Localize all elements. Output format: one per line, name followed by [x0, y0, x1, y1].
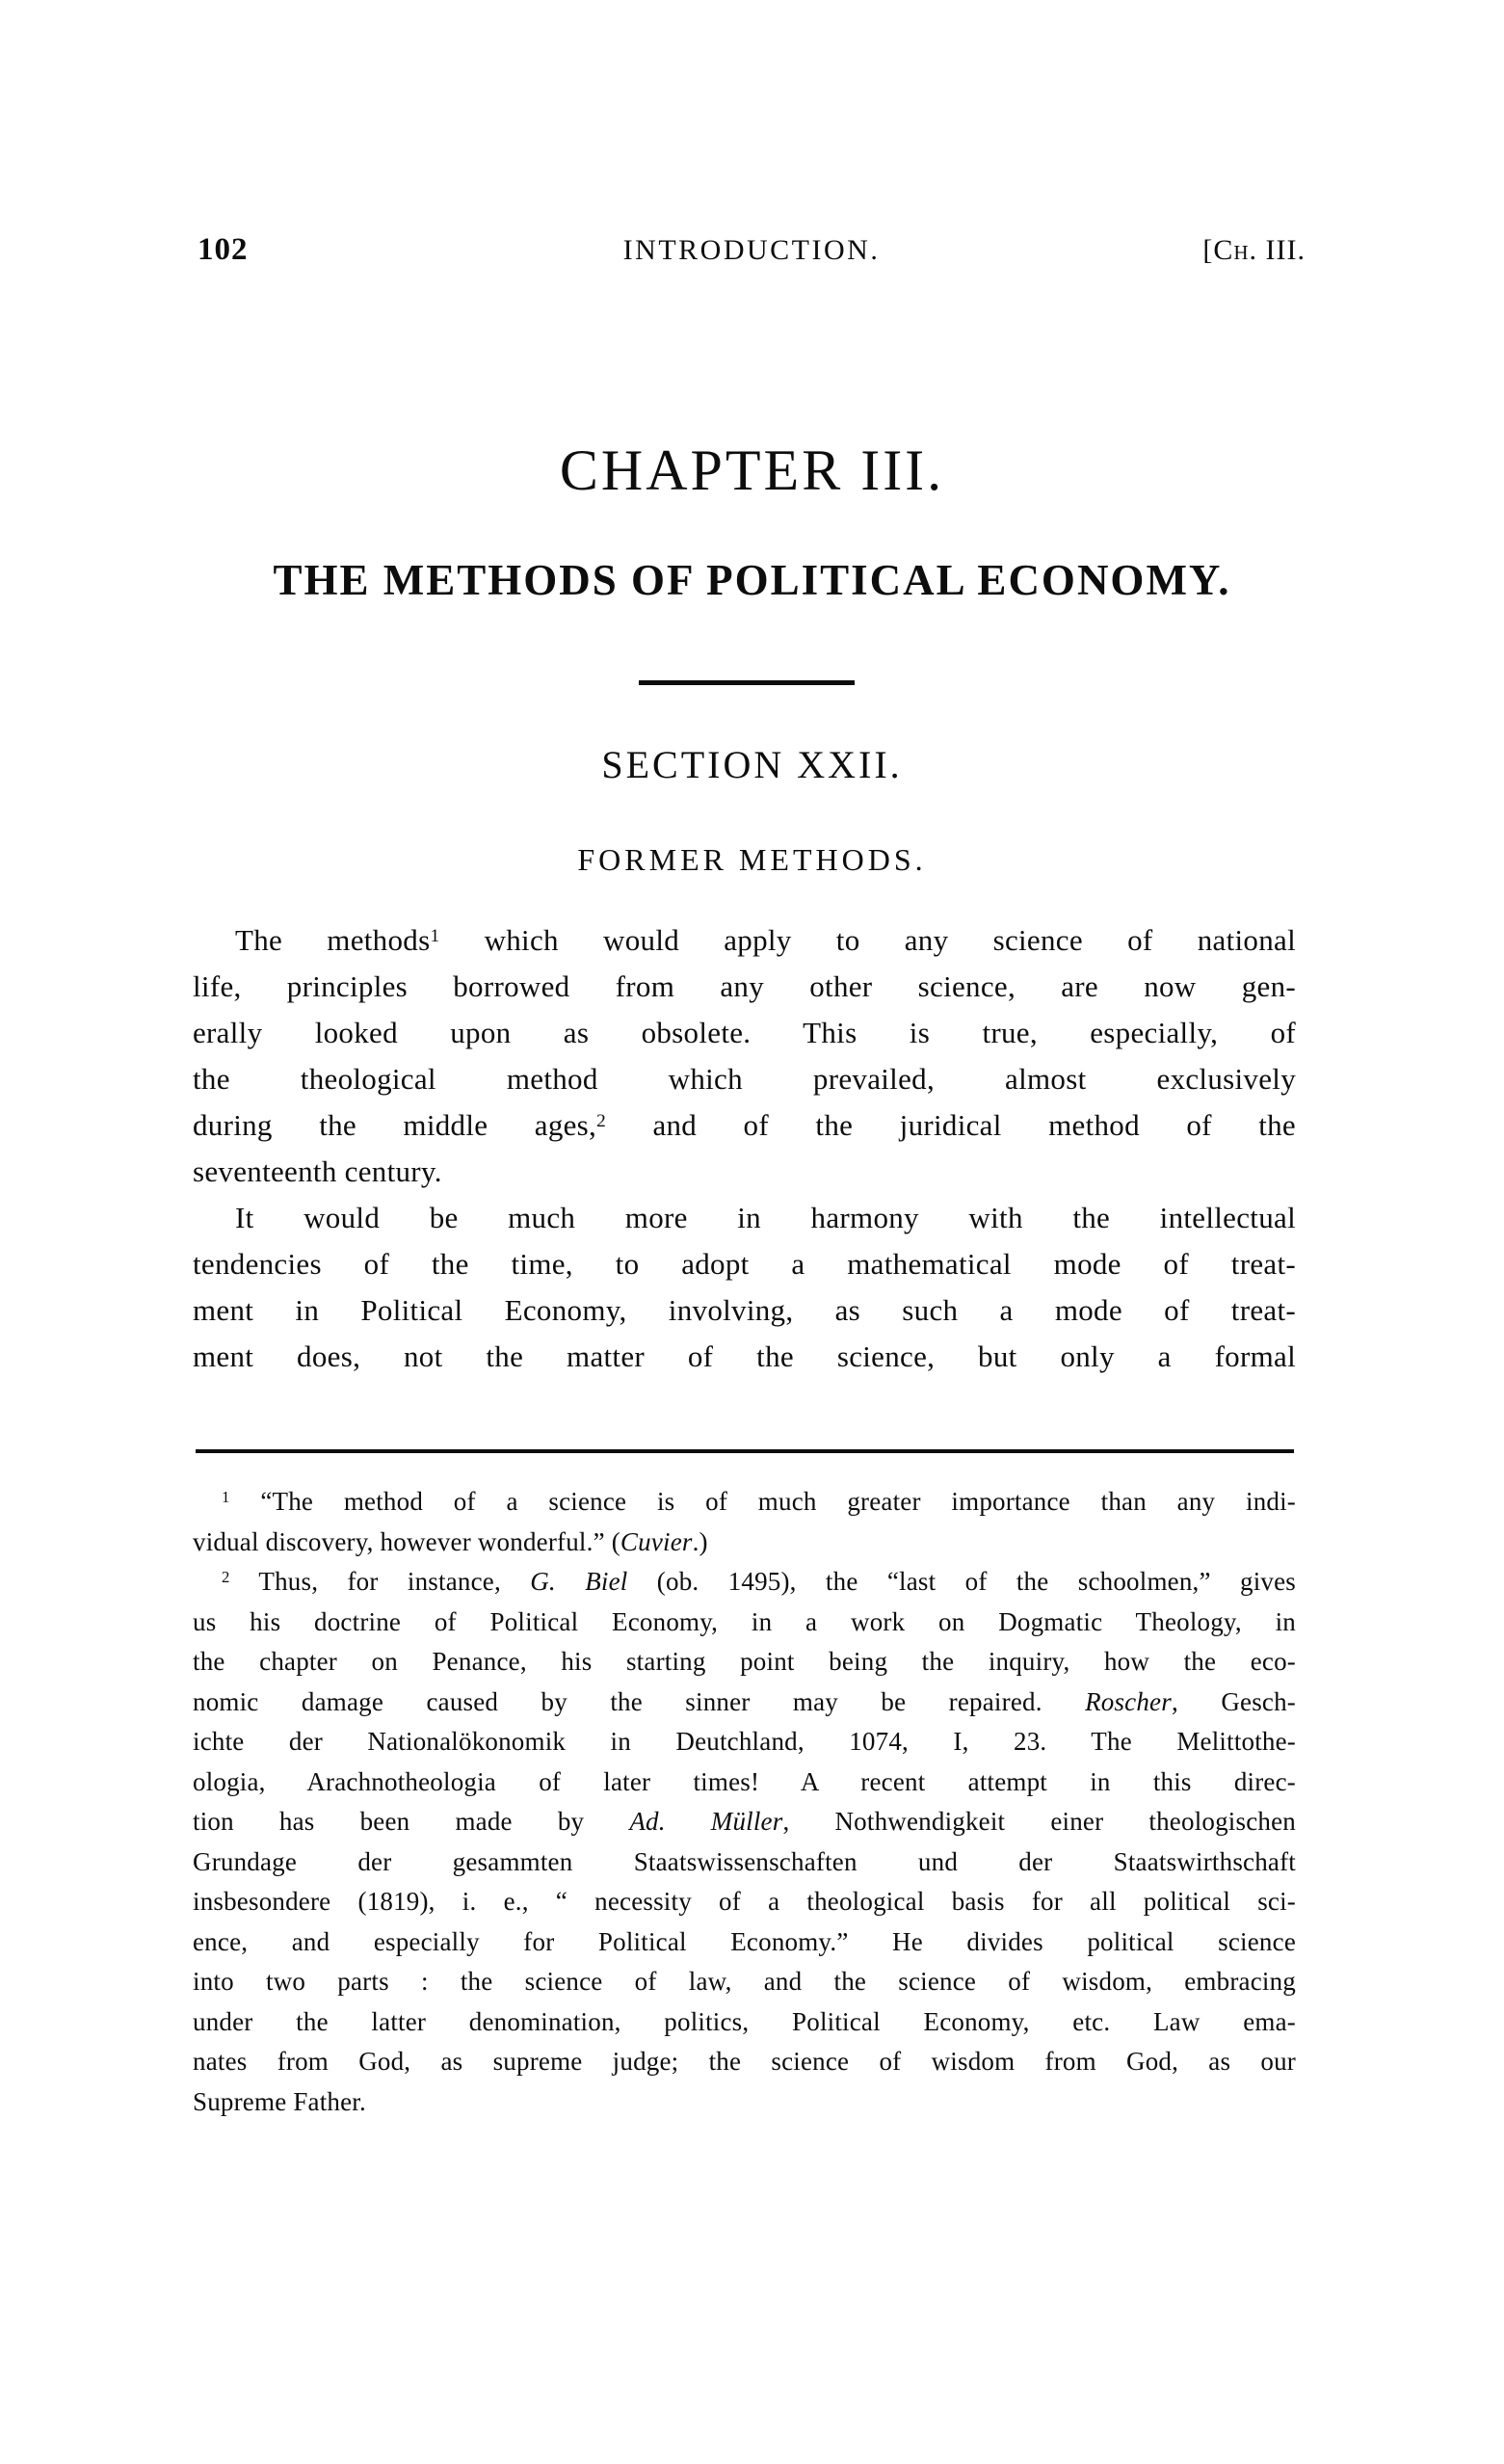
text-line — [193, 1195, 1296, 1241]
text-line — [193, 1482, 1296, 1523]
text-line — [193, 1603, 1296, 1643]
text-segment: during the middle ages, — [193, 1108, 597, 1142]
text-line — [193, 1762, 1296, 1803]
text-segment: ichte der Nationalökonomik in Deutchland, 1074, I, 23. The Melittothe- — [193, 1727, 1296, 1756]
text-line — [193, 1802, 1296, 1842]
text-line — [193, 1562, 1296, 1603]
text-segment: Grundage der gesammten Staatswissenschaften und der Staatswirthschaft — [193, 1846, 1296, 1876]
running-header — [198, 234, 1306, 266]
text-segment: nomic damage caused by the sinner may be repaired. — [193, 1686, 1086, 1716]
footnote-marker: 2 — [596, 1111, 606, 1132]
text-line — [193, 1842, 1296, 1883]
text-segment: Cuvier — [620, 1526, 693, 1556]
chapter-title: CHAPTER III. — [559, 438, 945, 502]
text-line — [193, 1682, 1296, 1723]
text-segment: Supreme Father. — [193, 2086, 366, 2116]
text-segment: Ad. Müller — [629, 1807, 783, 1836]
text-line — [193, 1962, 1296, 2002]
text-line — [193, 1922, 1296, 1963]
text-line — [193, 1523, 1296, 1563]
text-segment: It would be much more in harmony with the intellectual — [235, 1201, 1296, 1234]
text-line — [193, 1722, 1296, 1762]
text-line — [193, 2042, 1296, 2082]
text-segment: and of the juridical method of the — [606, 1108, 1296, 1142]
footnotes-block — [193, 1482, 1296, 2122]
text-segment: insbesondere (1819), i. e., “ necessity of a theological basis for all political sci- — [193, 1887, 1296, 1916]
text-segment: ence, and especially for Political Economy.” He divides political science — [193, 1926, 1296, 1956]
text-segment: the theological method which prevailed, almost exclusively — [193, 1062, 1296, 1096]
text-segment: ment in Political Economy, involving, as such a mode of treat- — [193, 1293, 1296, 1327]
text-line — [193, 1334, 1296, 1380]
text-line — [193, 1882, 1296, 1922]
text-segment: into two parts : the science of law, and the science of wisdom, embracing — [193, 1967, 1296, 1996]
text-line — [193, 2002, 1296, 2043]
text-segment: tendencies of the time, to adopt a mathematical mode of treat- — [193, 1247, 1296, 1281]
text-line — [193, 1010, 1296, 1056]
text-line — [193, 1287, 1296, 1334]
text-segment: , Gesch- — [1171, 1686, 1296, 1716]
text-segment: tion has been made by — [193, 1807, 630, 1836]
footnote-marker: 2 — [222, 1568, 230, 1587]
text-line — [193, 1102, 1296, 1149]
footnote-marker: 1 — [222, 1488, 230, 1507]
footnote-marker: 1 — [430, 926, 440, 947]
text-segment: life, principles borrowed from any other science, are now gen- — [193, 969, 1296, 1003]
text-segment: “The method of a science is of much greater importance than any indi- — [229, 1487, 1296, 1516]
text-segment: under the latter denomination, politics, Political Economy, etc. Law ema- — [193, 2006, 1296, 2036]
text-segment: Thus, for instance, — [229, 1567, 531, 1596]
text-line — [193, 1642, 1296, 1682]
body-text — [193, 917, 1296, 1380]
text-segment: the chapter on Penance, his starting point being the inquiry, how the eco- — [193, 1647, 1296, 1676]
paragraph-former-methods — [193, 917, 1296, 1195]
paragraph-mathematical-mode — [193, 1195, 1296, 1380]
text-segment: seventeenth century. — [193, 1154, 442, 1188]
text-segment: (ob. 1495), the “last of the schoolmen,” gives — [627, 1567, 1296, 1596]
text-segment: ment does, not the matter of the science, but only a formal — [193, 1339, 1296, 1373]
text-segment: nates from God, as supreme judge; the science of wisdom from God, as our — [193, 2047, 1296, 2076]
text-segment: which would apply to any science of national — [439, 923, 1296, 957]
text-segment: The methods — [235, 923, 431, 957]
text-segment: .) — [692, 1526, 708, 1556]
text-line — [193, 1056, 1296, 1102]
text-segment: us his doctrine of Political Economy, in a work on Dogmatic Theology, in — [193, 1606, 1296, 1636]
section-subheading: FORMER METHODS. — [577, 842, 927, 877]
text-line — [193, 2082, 1296, 2123]
text-segment: Roscher — [1085, 1686, 1172, 1716]
text-line — [193, 1149, 1296, 1195]
title-divider-rule — [639, 680, 855, 685]
chapter-reference: [Ch. III. — [1202, 234, 1306, 266]
text-segment: , Nothwendigkeit einer theologischen — [782, 1807, 1296, 1836]
chapter-subtitle: THE METHODS OF POLITICAL ECONOMY. — [273, 556, 1231, 604]
footnote-separator-rule — [196, 1449, 1294, 1453]
running-title: INTRODUCTION. — [622, 234, 881, 266]
section-heading: SECTION XXII. — [601, 743, 903, 786]
text-line — [193, 964, 1296, 1010]
text-segment: G. Biel — [530, 1567, 628, 1596]
text-segment: ologia, Arachnotheologia of later times! A recent attempt in this direc- — [193, 1766, 1296, 1796]
text-line — [193, 1241, 1296, 1287]
text-segment: erally looked upon as obsolete. This is true, especially, of — [193, 1016, 1296, 1049]
page-number: 102 — [198, 232, 249, 267]
text-line — [193, 917, 1296, 964]
text-segment: vidual discovery, however wonderful.” ( — [193, 1526, 620, 1556]
